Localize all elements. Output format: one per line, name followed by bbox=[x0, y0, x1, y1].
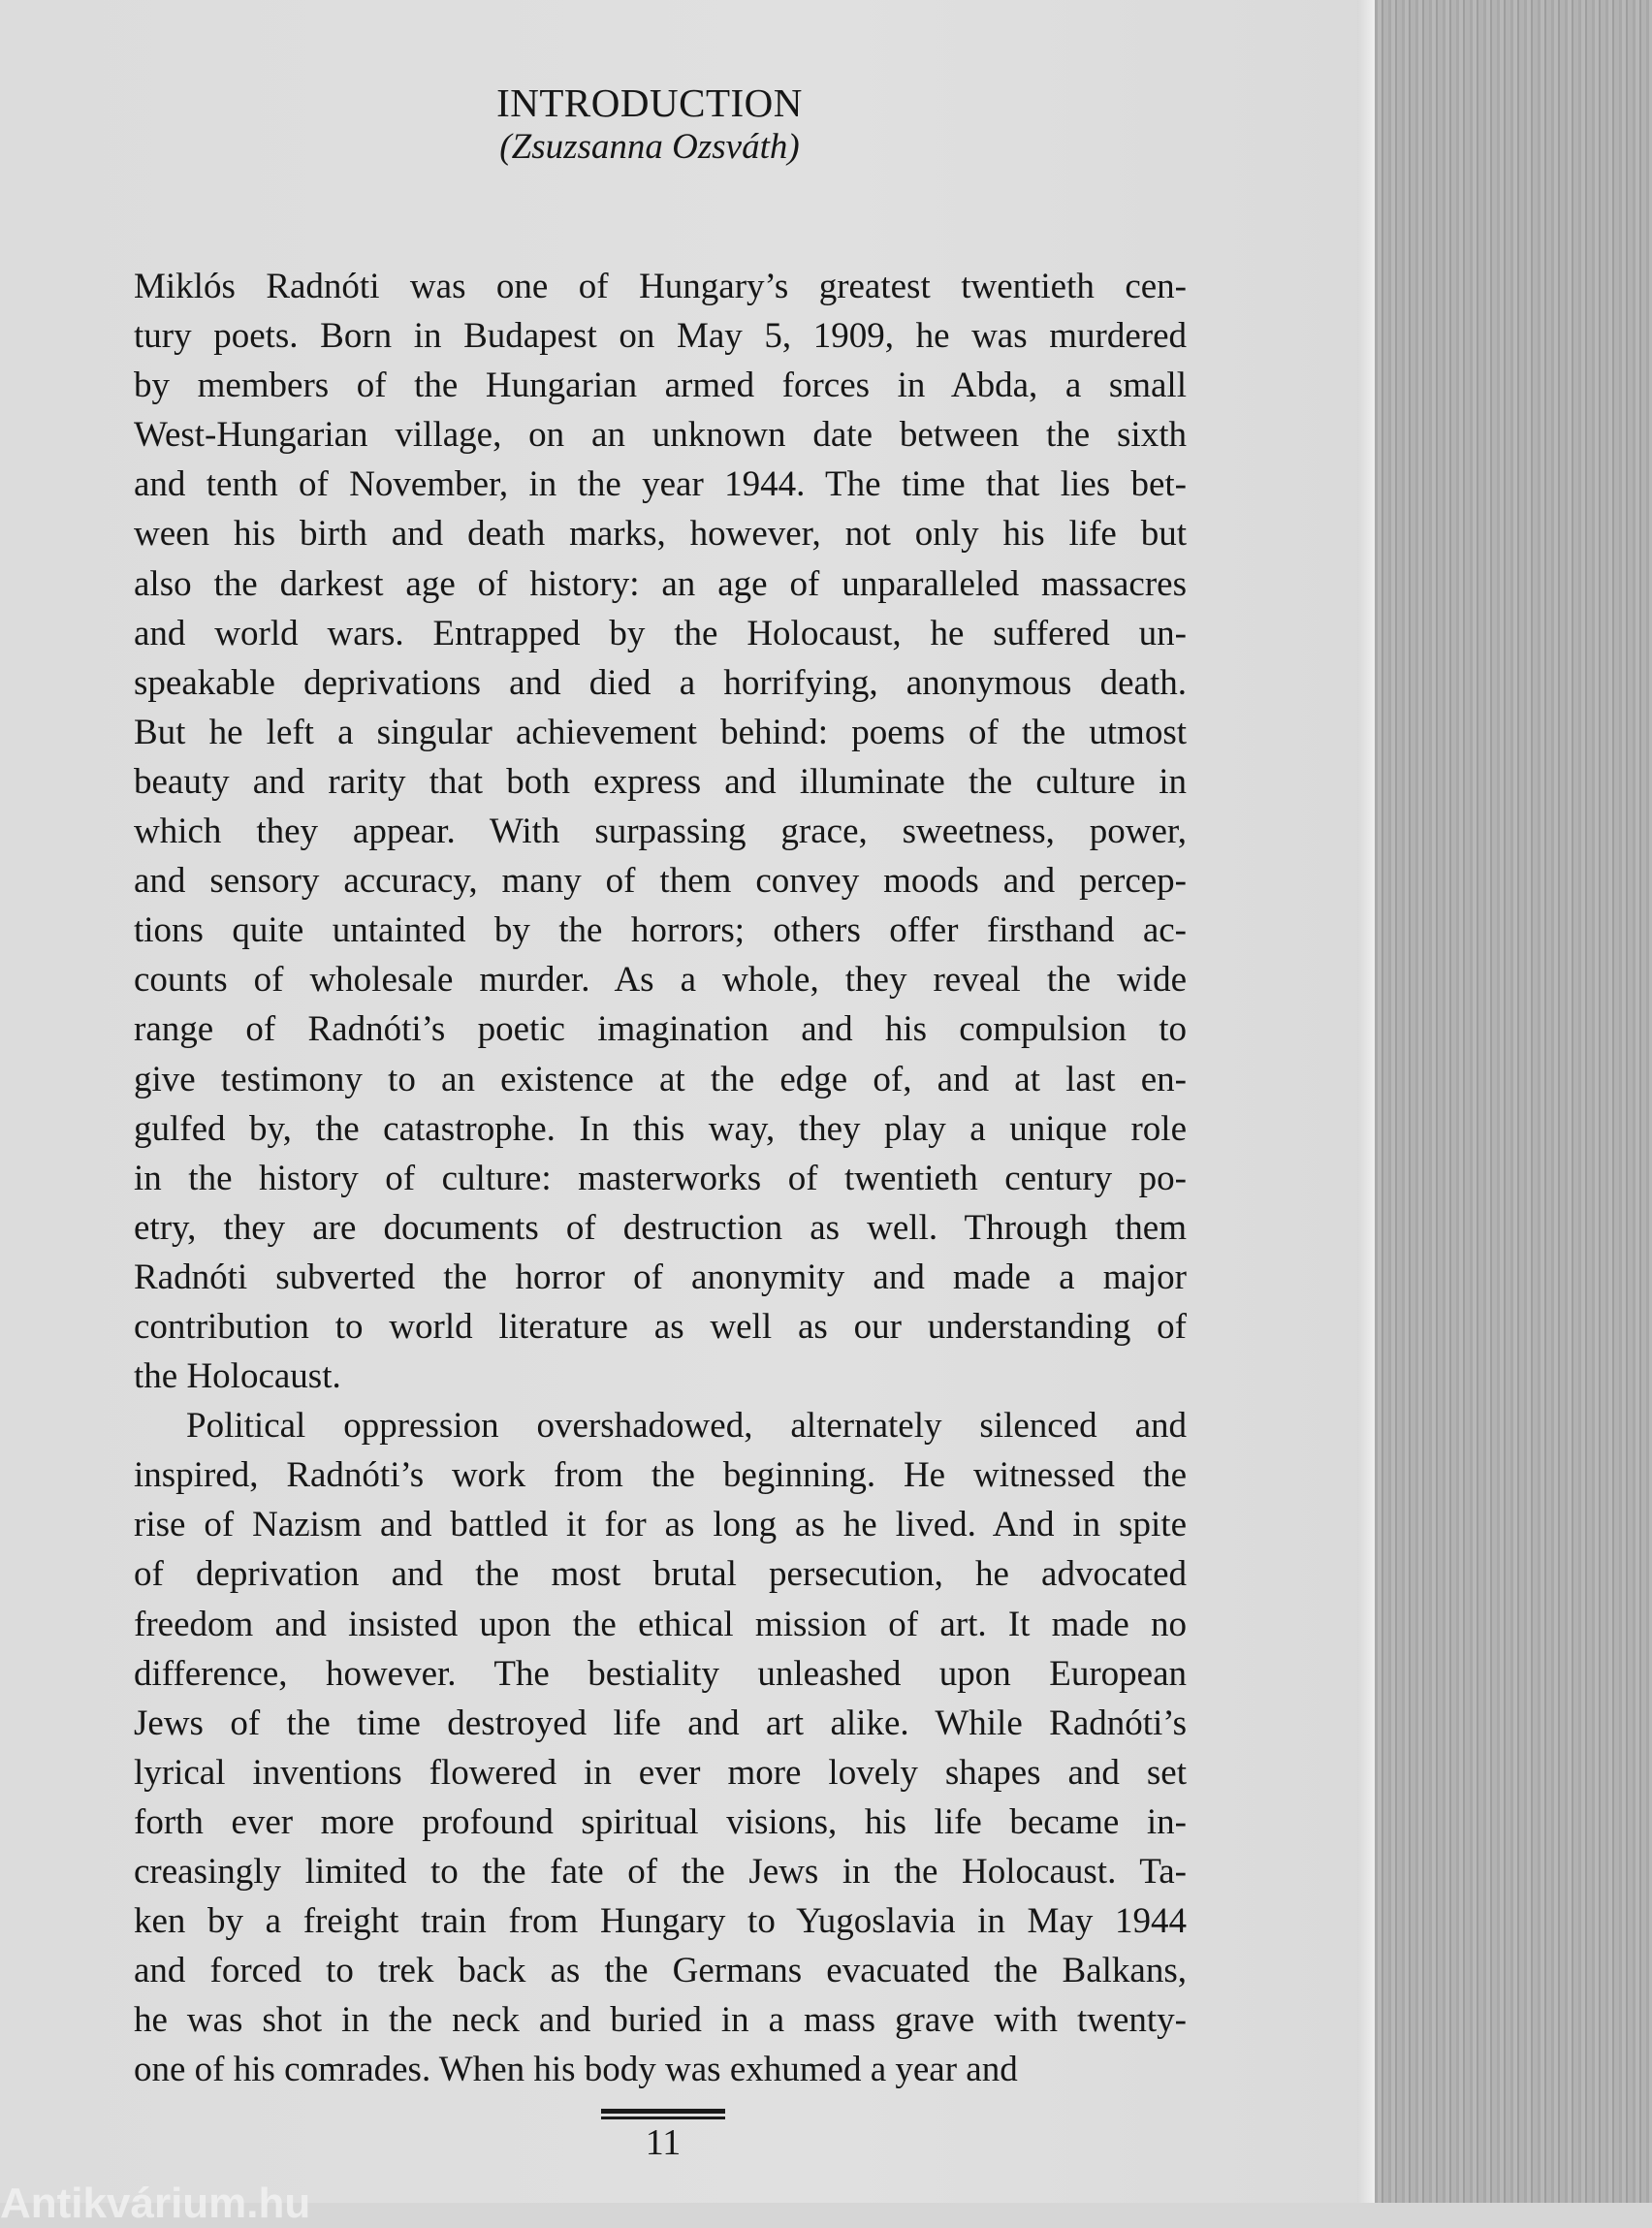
text-line: Radnóti subverted the horror of anonymity and made a major bbox=[134, 1257, 1187, 1297]
text-line: and world wars. Entrapped by the Holocaust, he suffered un- bbox=[134, 613, 1187, 653]
text-line: ken by a freight train from Hungary to Yugoslavia in May 1944 bbox=[134, 1901, 1187, 1942]
text-line: freedom and insisted upon the ethical mission of art. It made no bbox=[134, 1604, 1187, 1644]
text-line: lyrical inventions flowered in ever more lovely shapes and set bbox=[134, 1752, 1187, 1793]
watermark: Antikvárium.hu bbox=[0, 2180, 311, 2227]
text-line: give testimony to an existence at the edge of, and at last en- bbox=[134, 1059, 1187, 1099]
chapter-heading: INTRODUCTION bbox=[496, 80, 803, 125]
text-line: of deprivation and the most brutal persecution, he advocated bbox=[134, 1554, 1187, 1595]
text-line: gulfed by, the catastrophe. In this way, they play a unique role bbox=[134, 1108, 1187, 1149]
page-stack-background bbox=[1375, 0, 1652, 2203]
text-line: by members of the Hungarian armed forces in Abda, a small bbox=[134, 366, 1187, 406]
text-line: inspired, Radnóti’s work from the beginning. He witnessed the bbox=[134, 1455, 1187, 1496]
text-line: one of his comrades. When his body was exhumed a year and bbox=[134, 2050, 1018, 2090]
text-line: But he left a singular achievement behind: poems of the utmost bbox=[134, 712, 1187, 752]
text-line: also the darkest age of history: an age of unparalleled massacres bbox=[134, 563, 1187, 604]
text-line: creasingly limited to the fate of the Jews in the Holocaust. Ta- bbox=[134, 1852, 1187, 1892]
text-line: Miklós Radnóti was one of Hungary’s greatest twentieth cen- bbox=[134, 267, 1187, 306]
text-line: tury poets. Born in Budapest on May 5, 1909, he was murdered bbox=[134, 316, 1187, 357]
chapter-author: (Zsuzsanna Ozsváth) bbox=[499, 127, 800, 167]
page-number: 11 bbox=[645, 2122, 682, 2163]
text-line: counts of wholesale murder. As a whole, they reveal the wide bbox=[134, 960, 1187, 1001]
text-line: which they appear. With surpassing grace, sweetness, power, bbox=[134, 812, 1187, 852]
text-line: Jews of the time destroyed life and art alike. While Radnóti’s bbox=[134, 1703, 1187, 1743]
text-line: and forced to trek back as the Germans evacuated the Balkans, bbox=[134, 1951, 1187, 1991]
text-line: difference, however. The bestiality unleashed upon European bbox=[134, 1653, 1187, 1694]
page-number-rule bbox=[601, 2117, 725, 2119]
body-text bbox=[134, 262, 1187, 2094]
text-line: in the history of culture: masterworks of twentieth century po- bbox=[134, 1158, 1187, 1198]
text-line: and sensory accuracy, many of them convey moods and percep- bbox=[134, 861, 1187, 902]
text-line: forth ever more profound spiritual visions, his life became in- bbox=[134, 1801, 1187, 1842]
text-line: the Holocaust. bbox=[134, 1356, 341, 1397]
text-line: beauty and rarity that both express and illuminate the culture in bbox=[134, 761, 1187, 802]
text-line: and tenth of November, in the year 1944. The time that lies bet- bbox=[134, 464, 1187, 505]
page-number-rule bbox=[601, 2109, 725, 2114]
text-line: contribution to world literature as well as our understanding of bbox=[134, 1306, 1187, 1347]
text-line: he was shot in the neck and buried in a mass grave with twenty- bbox=[134, 2000, 1187, 2041]
text-line: range of Radnóti’s poetic imagination and his compulsion to bbox=[134, 1009, 1187, 1050]
text-line: Political oppression overshadowed, alternately silenced and bbox=[186, 1406, 1187, 1447]
text-line: etry, they are documents of destruction as well. Through them bbox=[134, 1207, 1187, 1248]
text-line: ween his birth and death marks, however, not only his life but bbox=[134, 514, 1187, 555]
text-line: rise of Nazism and battled it for as long as he lived. And in spite bbox=[134, 1505, 1187, 1545]
text-line: speakable deprivations and died a horrifying, anonymous death. bbox=[134, 662, 1187, 703]
text-line: West-Hungarian village, on an unknown date between the sixth bbox=[134, 415, 1187, 456]
page-edge bbox=[1357, 0, 1375, 2203]
text-line: tions quite untainted by the horrors; others offer firsthand ac- bbox=[134, 910, 1187, 951]
